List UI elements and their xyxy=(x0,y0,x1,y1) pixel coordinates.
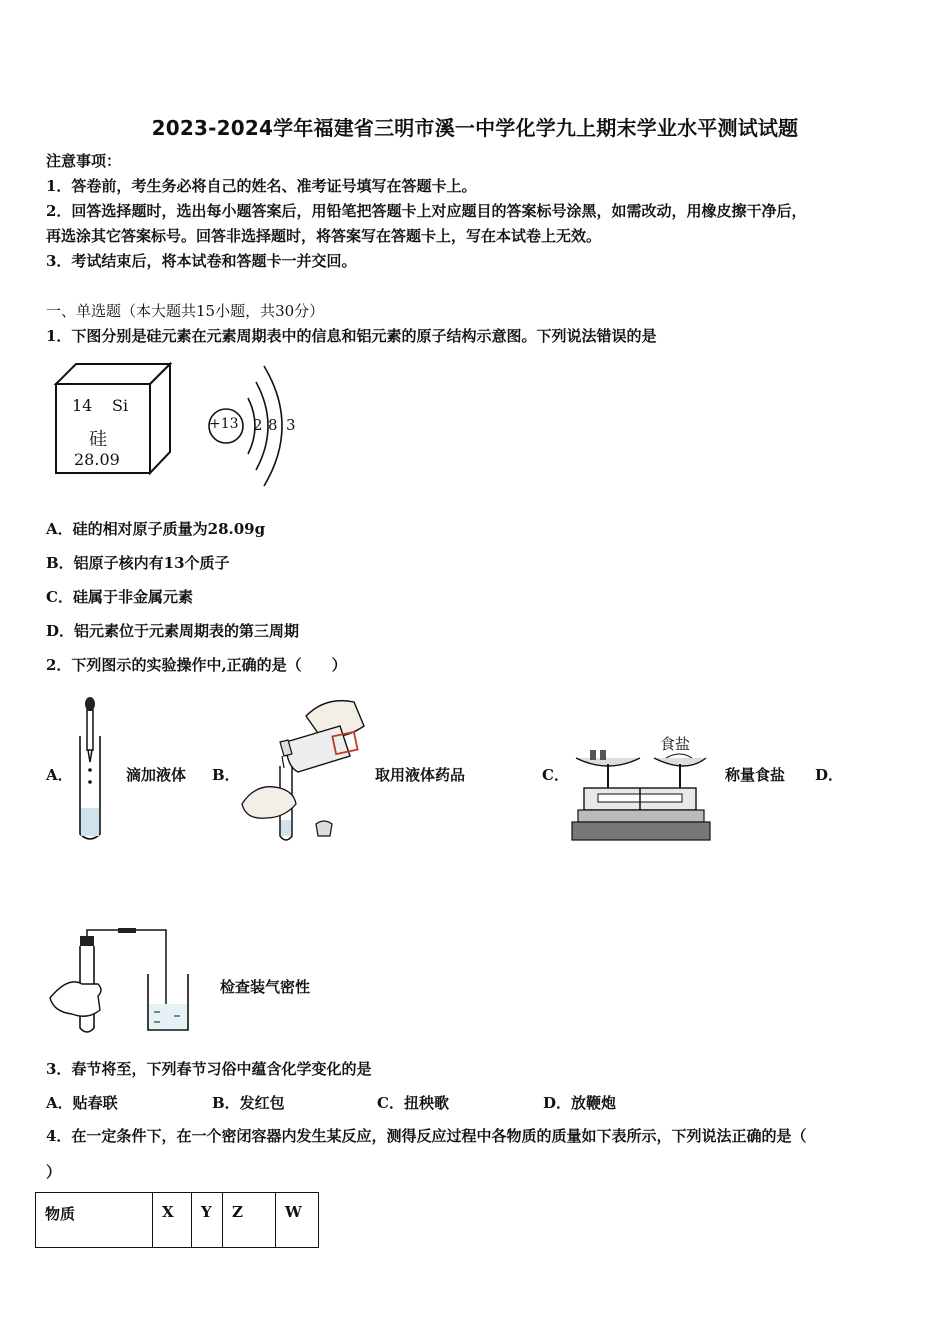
element-number: 14 xyxy=(72,396,93,415)
balance-scale-figure xyxy=(570,748,710,844)
table-row xyxy=(36,1193,319,1248)
q2-option-a-letter: A． xyxy=(46,766,73,784)
q4-stem: 4．在一定条件下，在一个密闭容器内发生某反应，测得反应过程中各物质的质量如下表所示，下列说法正确的是（ xyxy=(46,1127,807,1145)
notice-item-2-cont: 再选涂其它答案标号。回答非选择题时，将答案写在答题卡上，写在本试卷上无效。 xyxy=(46,227,602,245)
table-header-cell: Z xyxy=(223,1193,276,1248)
notice-item-3: 3．考试结束后，将本试卷和答题卡一并交回。 xyxy=(46,252,357,270)
atom-shell-2: 8 xyxy=(268,416,278,434)
q1-option-b: B．铝原子核内有13个质子 xyxy=(46,554,230,572)
table-header-cell: 物质 xyxy=(36,1193,153,1248)
q2-option-d-caption: 检查装气密性 xyxy=(220,978,311,996)
q1-stem: 1．下图分别是硅元素在元素周期表中的信息和铝元素的原子结构示意图。下列说法错误的是 xyxy=(46,327,657,345)
page-title: 2023-2024学年福建省三明市溪一中学化学九上期末学业水平测试试题 xyxy=(151,116,799,140)
q2-option-c-letter: C． xyxy=(542,766,569,784)
notice-item-1: 1．答卷前，考生务必将自己的姓名、准考证号填写在答题卡上。 xyxy=(46,177,477,195)
table-header-cell: Y xyxy=(192,1193,223,1248)
atom-shell-1: 2 xyxy=(253,416,263,434)
q3-option-b: B．发红包 xyxy=(212,1094,285,1112)
q4-mass-table xyxy=(35,1192,319,1248)
q2-option-b-letter: B． xyxy=(212,766,240,784)
q1-option-d: D．铝元素位于元素周期表的第三周期 xyxy=(46,622,300,640)
q2-option-b-caption: 取用液体药品 xyxy=(375,766,466,784)
salt-label: 食盐 xyxy=(660,735,691,753)
q2-option-c-caption: 称量食盐 xyxy=(725,766,786,784)
q2-stem: 2．下列图示的实验操作中,正确的是（ ） xyxy=(46,656,347,674)
table-header-cell: W xyxy=(276,1193,319,1248)
q1-option-a: A．硅的相对原子质量为28.09g xyxy=(46,520,266,538)
q3-option-c: C．扭秧歌 xyxy=(377,1094,449,1112)
q3-option-d: D．放鞭炮 xyxy=(543,1094,617,1112)
q4-stem-end: ） xyxy=(46,1163,62,1181)
notice-item-2: 2．回答选择题时，选出每小题答案后，用铅笔把答题卡上对应题目的答案标号涂黑，如需改动，用橡皮擦干净后， xyxy=(46,202,807,220)
section-heading: 一、单选题（本大题共15小题，共30分） xyxy=(46,302,325,320)
atom-shell-3: 3 xyxy=(286,416,296,434)
notice-heading: 注意事项： xyxy=(46,152,122,170)
q3-option-a: A．贴春联 xyxy=(46,1094,118,1112)
table-header-cell: X xyxy=(153,1193,192,1248)
q1-option-c: C．硅属于非金属元素 xyxy=(46,588,193,606)
dropper-test-tube-figure xyxy=(74,696,114,846)
pouring-liquid-figure xyxy=(236,696,376,846)
element-name: 硅 xyxy=(89,429,107,450)
q2-option-a-caption: 滴加液体 xyxy=(126,766,187,784)
atom-nucleus: +13 xyxy=(209,416,239,432)
airtightness-check-figure xyxy=(48,928,198,1038)
element-symbol: Si xyxy=(112,396,129,415)
element-mass: 28.09 xyxy=(74,450,120,469)
q3-stem: 3．春节将至，下列春节习俗中蕴含化学变化的是 xyxy=(46,1060,372,1078)
q2-option-d-letter: D． xyxy=(815,766,844,784)
